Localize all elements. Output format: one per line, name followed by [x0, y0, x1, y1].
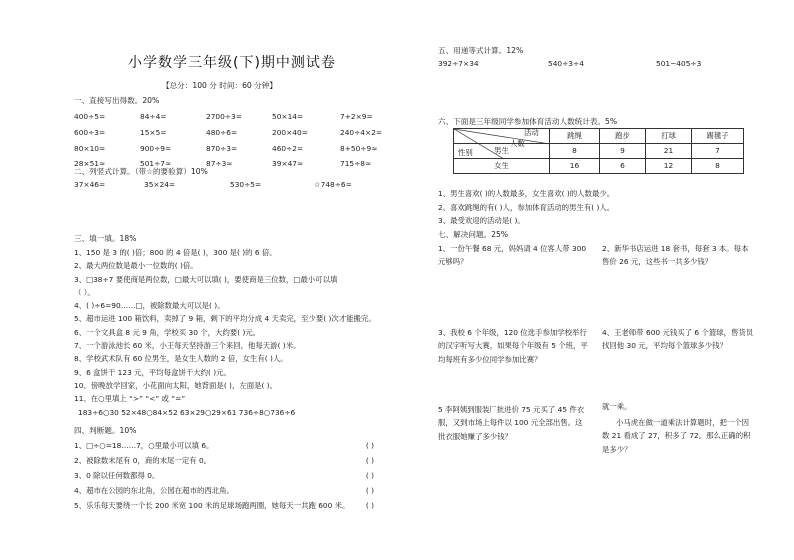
- grid-cell: 870÷3=: [206, 143, 238, 153]
- table-header-row: [454, 129, 744, 144]
- problem-4: 4、王老师带 600 元钱买了 6 个篮球，售货员找回他 30 元，平均每个篮球多少钱？: [602, 328, 754, 351]
- grid-cell: 715÷8≈: [340, 159, 372, 169]
- table-col-header: 跳绳: [550, 129, 600, 144]
- problem-6-heading: 就一乘。: [602, 402, 632, 411]
- grid-row: [74, 109, 400, 125]
- table-question: 3、最受欢迎的活动是( )。: [438, 216, 525, 225]
- calc-item: 35×24=: [144, 180, 176, 189]
- calc-item: 501−405÷3: [656, 59, 702, 68]
- fill-item: 4、( )÷6=90……□，被除数最大可以是( )。: [74, 301, 225, 311]
- grid-row: [74, 141, 400, 157]
- grid-cell: 600÷3=: [74, 127, 106, 137]
- problem-3: 3、我校 6 个年级，120 位选手参加学校举行的汉字听写大赛，如果每个年级有 5 个班，平均每班有多少位同学参加比赛？: [438, 328, 588, 364]
- stats-table: [453, 128, 744, 174]
- fill-item: 6、一个文具盒 8 元 9 角，学校买 30 个，大约要( )元。: [74, 327, 261, 337]
- tf-answer-paren[interactable]: ( ): [365, 486, 374, 495]
- grid-cell: 400÷5=: [74, 112, 106, 121]
- diag-label-count: 人数: [510, 139, 525, 148]
- table-cell: 7: [692, 144, 744, 159]
- fill-item: 7、一个游泳池长 60 米，小王每天坚持游三个来回，他每天游( )米。: [74, 341, 301, 351]
- section-1-heading: 一、直接写出得数。20%: [74, 96, 160, 105]
- fill-item: 5、超市运进 100 箱饮料，卖掉了 9 箱，剩下的平均分成 4 天卖完，至少要( )次才能搬完。: [74, 314, 376, 324]
- section-5-heading: 五、用递等式计算。12%: [438, 46, 524, 55]
- problem-1: 1、一份午餐 68 元，妈妈请 4 位客人带 300 元够吗？: [438, 244, 587, 267]
- vertical-calc-row: [74, 181, 374, 190]
- tf-text: 2、被除数末尾有 0，商的末尾一定有 0。: [74, 456, 212, 465]
- tf-item: [74, 498, 374, 513]
- table-questions: [438, 187, 614, 228]
- tf-item: [74, 483, 374, 498]
- tf-answer-paren[interactable]: ( ): [365, 441, 374, 450]
- diag-label-gender: 性别: [458, 148, 473, 157]
- table-col-header: 踢毽子: [692, 129, 744, 144]
- fill-item: 2、最大两位数是最小一位数的( )倍。: [74, 261, 198, 271]
- grid-cell: 460÷2=: [272, 143, 304, 153]
- fill-item: 3、□38÷7 要使商是两位数，□最大可以填( )，要使商是三位数，□最小可以填: [74, 274, 338, 284]
- grid-cell: 2700÷3=: [206, 112, 242, 121]
- fill-blank-list: [74, 246, 376, 419]
- calc-item: 540÷3÷4: [548, 59, 584, 68]
- grid-cell: 7+2×9=: [340, 112, 373, 121]
- stepwise-calc-row: [438, 60, 736, 69]
- calc-item: 530÷5=: [230, 180, 262, 189]
- problem-5: 5 李阿姨到服装厂批进价 75 元买了 45 件衣服，又到市场上每件以 100 元全部出售。这批衣服她赚了多少钱？: [438, 405, 585, 441]
- tf-answer-paren[interactable]: ( ): [365, 456, 374, 465]
- tf-item: [74, 453, 374, 468]
- section-6-heading: 六、下面是三年级同学参加体育活动人数统计表。5%: [438, 117, 618, 126]
- grid-cell: 84÷4=: [140, 112, 167, 121]
- table-cell: 8: [692, 159, 744, 174]
- tf-answer-paren[interactable]: ( ): [365, 471, 374, 480]
- table-col-header: 跑步: [600, 129, 646, 144]
- table-row: [454, 159, 744, 174]
- diag-label-activity: 活动: [524, 128, 539, 137]
- grid-cell: 15×5=: [140, 127, 167, 137]
- grid-cell: 28×51≈: [74, 159, 106, 169]
- tf-answer-paren[interactable]: ( ): [365, 501, 374, 510]
- grid-cell: 80×10=: [74, 143, 106, 153]
- grid-cell: 240÷4×2=: [340, 127, 383, 137]
- fill-item: 8、学校武术队有 60 位男生，是女生人数的 2 倍，女生有( )人。: [74, 354, 288, 364]
- row-label: 男生: [454, 144, 550, 159]
- problem-6: 小马虎在做一道乘法计算题时，把一个因数 21 看成了 27，积多了 72。那么正确的积是多少？: [602, 418, 751, 454]
- tf-text: 5、乐乐每天要绕一个长 200 米宽 100 米的足球场跑两圈，她每天一共跑 600 米。: [74, 501, 350, 510]
- grid-row: [74, 125, 400, 141]
- tf-item: [74, 438, 374, 453]
- table-cell: 9: [600, 144, 646, 159]
- problem-2: 2、新华书店运进 18 套书，每套 3 本。每本售价 26 元，这些书一共多少钱？: [602, 244, 749, 267]
- grid-cell: 501÷7≈: [140, 159, 172, 169]
- calc-item: ☆748÷6=: [314, 180, 352, 189]
- calc-item: 392÷7×34: [438, 59, 479, 68]
- table-cell: 6: [600, 159, 646, 174]
- oral-calc-grid: [74, 109, 400, 172]
- fill-item: 9、6 盒饼干 123 元，平均每盒饼干大约( )元。: [74, 367, 231, 377]
- grid-cell: 8+50÷9≈: [340, 143, 378, 153]
- score-time-info: 【总分：100 分 时间：60 分钟】: [162, 81, 277, 90]
- section-7-heading: 七、解决问题。25%: [438, 230, 509, 239]
- calc-item: 37×46=: [74, 180, 106, 189]
- true-false-list: [74, 438, 374, 513]
- grid-cell: 900÷9=: [140, 143, 172, 153]
- table-cell: 21: [646, 144, 692, 159]
- grid-cell: 87÷3≈: [206, 159, 233, 169]
- tf-item: [74, 468, 374, 483]
- tf-text: 1、□÷○=18……7，○里最小可以填 6。: [74, 441, 214, 450]
- grid-cell: 39×47≈: [272, 159, 304, 169]
- table-question: 2、喜欢跳绳的有( )人，参加体育活动的男生有( )人。: [438, 202, 615, 212]
- grid-cell: 50×14=: [272, 112, 304, 121]
- tf-text: 4、超市在公园的东北角，公园在超市的西北角。: [74, 486, 234, 495]
- page-title: 小学数学三年级(下)期中测试卷: [128, 55, 336, 71]
- table-cell: 16: [550, 159, 600, 174]
- tf-text: 3、0 除以任何数都得 0。: [74, 471, 160, 480]
- section-2-heading: 二、列竖式计算。（带☆的要验算）10%: [74, 167, 208, 176]
- fill-item: 10、傍晚放学回家，小花面向太阳，她背面是( )，左面是( )。: [74, 380, 278, 390]
- section-4-heading: 四、判断题。10%: [74, 426, 137, 435]
- table-question: 1、男生喜欢( )的人数最多，女生喜欢( )的人数最少。: [438, 189, 615, 198]
- table-cell: 8: [550, 144, 600, 159]
- grid-cell: 200×40=: [272, 127, 308, 137]
- grid-cell: 480÷6=: [206, 127, 238, 137]
- fill-item: 11、在○里填上 “>” “<” 或 “=”: [74, 394, 186, 404]
- row-label: 女生: [454, 159, 550, 174]
- section-3-heading: 三、填一填。18%: [74, 234, 137, 243]
- table-cell: 12: [646, 159, 692, 174]
- fill-item: （ ）。: [74, 287, 95, 297]
- fill-item: 1、150 是 3 的( )倍；800 的 4 倍是( )，300 是( )的 6 倍。: [74, 248, 277, 257]
- table-col-header: 打球: [646, 129, 692, 144]
- compare-row: 183÷6○30 52×48○84×52 63×29○29×61 736÷8○736÷6: [78, 407, 296, 417]
